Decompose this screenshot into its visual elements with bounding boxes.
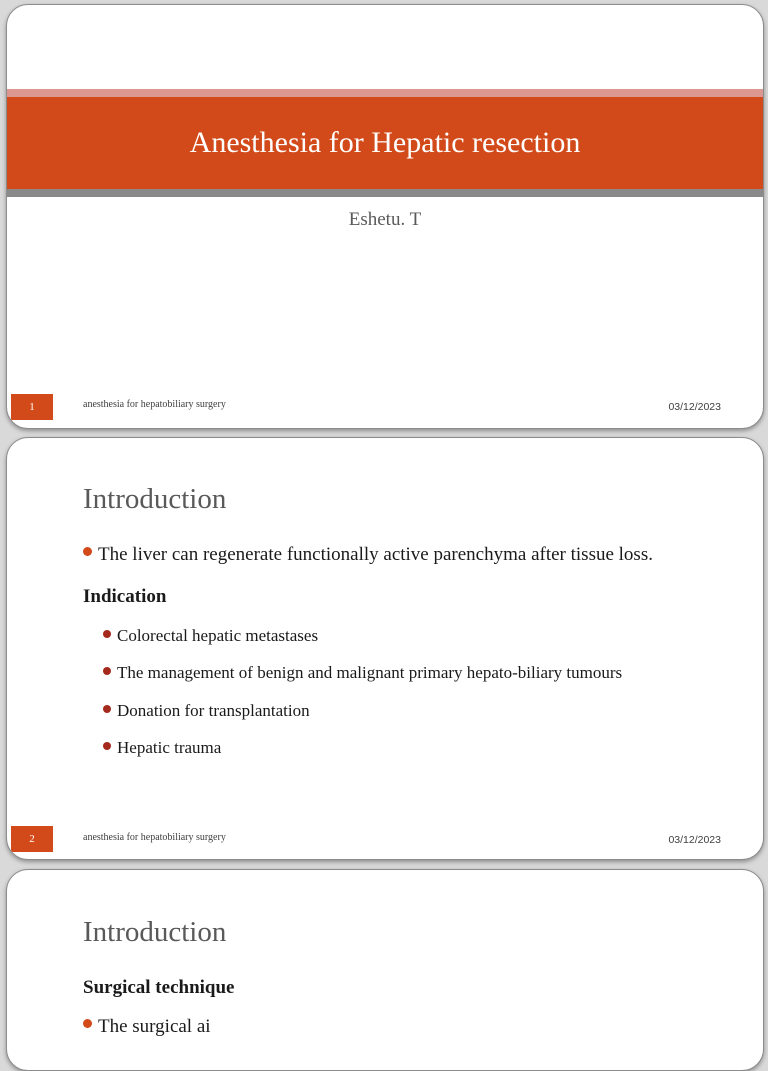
sub-bullet-item <box>103 664 622 681</box>
slide-number: 2 <box>29 833 35 845</box>
bullet-item <box>83 545 653 564</box>
sub-bullet-item <box>103 627 318 644</box>
sub-bullet-text: Colorectal hepatic metastases <box>117 626 319 645</box>
sub-bullet-text: The management of benign and malignant primary hepato-biliary tumours <box>117 663 623 682</box>
slide-heading: Introduction <box>83 916 227 948</box>
bullet-dot-icon <box>103 630 111 638</box>
title-band-top-stripe <box>7 89 763 97</box>
slide-number: 1 <box>29 401 35 413</box>
slide-footer-date: 03/12/2023 <box>668 834 721 846</box>
slide-footer-text: anesthesia for hepatobiliary surgery <box>83 399 226 410</box>
slide-3 <box>6 869 764 1071</box>
bullet-dot-icon <box>103 705 111 713</box>
slide-number-badge <box>11 394 53 420</box>
bullet-item <box>83 1017 211 1036</box>
bullet-dot-icon <box>103 742 111 750</box>
bullet-text: The liver can regenerate functionally active parenchyma after tissue loss. <box>98 544 653 565</box>
slide-heading: Introduction <box>83 483 227 515</box>
sub-bullet-text: Donation for transplantation <box>117 701 310 720</box>
slide-1 <box>6 4 764 429</box>
title-band-bottom-stripe <box>7 189 763 197</box>
bullet-dot-icon <box>103 667 111 675</box>
slide-number-badge <box>11 826 53 852</box>
slide-footer-text: anesthesia for hepatobiliary surgery <box>83 832 226 843</box>
slide-title: Anesthesia for Hepatic resection <box>189 126 581 159</box>
sub-bullet-item <box>103 739 221 756</box>
slide-2 <box>6 437 764 860</box>
section-label: Indication <box>83 586 167 607</box>
title-band <box>7 97 763 189</box>
section-label: Surgical technique <box>83 977 235 998</box>
sub-bullet-item <box>103 702 310 719</box>
slide-footer-date: 03/12/2023 <box>668 401 721 413</box>
bullet-text: The surgical ai <box>98 1016 211 1037</box>
bullet-dot-icon <box>83 547 92 556</box>
author-name: Eshetu. T <box>348 209 422 230</box>
sub-bullet-text: Hepatic trauma <box>117 738 222 757</box>
